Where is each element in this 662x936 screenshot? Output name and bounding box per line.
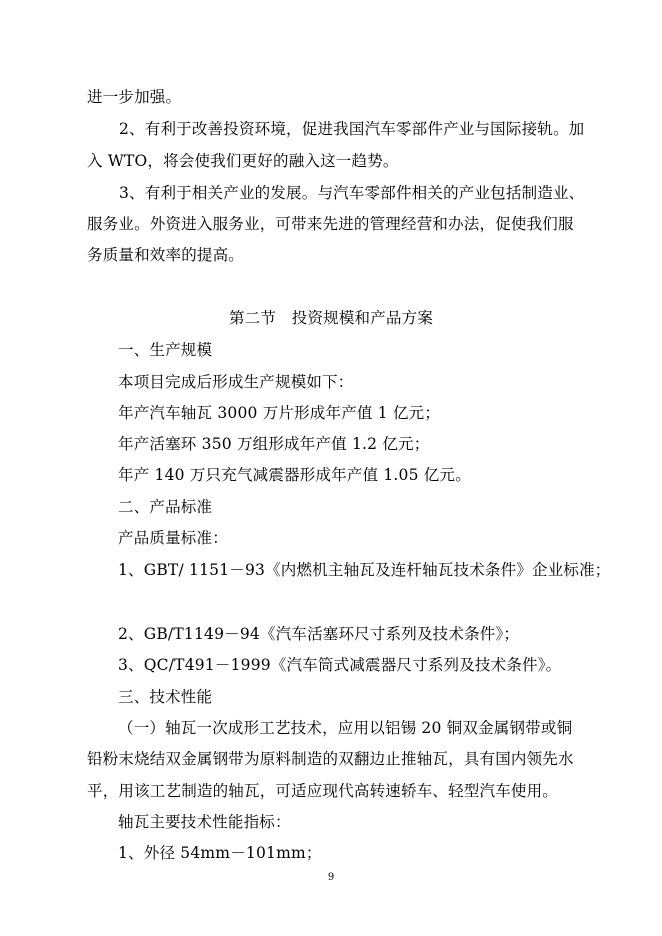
- paragraph-3-line-2: 服务业。外资进入服务业，可带来先进的管理经营和办法，促使我们服: [87, 215, 574, 233]
- standard-item-2: 2、GB/T1149－94《汽车活塞环尺寸系列及技术条件》；: [118, 625, 520, 643]
- technical-paragraph-line-2: 铅粉末烧结双金属钢带为原料制造的双翻边止推轴瓦，具有国内领先水: [87, 750, 574, 768]
- product-standards-intro: 产品质量标准：: [118, 529, 228, 547]
- heading-production-scale: 一、生产规模: [118, 341, 213, 359]
- production-item-shock-absorbers: 年产 140 万只充气减震器形成年产值 1.05 亿元。: [118, 466, 471, 484]
- paragraph-3-line-3: 务质量和效率的提高。: [87, 246, 245, 264]
- indicator-item-1: 1、外径 54mm－101mm；: [118, 844, 322, 862]
- section-title: 第二节 投资规模和产品方案: [228, 309, 434, 327]
- technical-paragraph-line-1: （一）轴瓦一次成形工艺技术，应用以铝锡 20 铜双金属钢带或铜: [118, 719, 573, 737]
- technical-paragraph-line-3: 平，用该工艺制造的轴瓦，可适应现代高转速轿车、轻型汽车使用。: [87, 782, 559, 800]
- standard-item-1: 1、GBT/ 1151－93《内燃机主轴瓦及连杆轴瓦技术条件》企业标准；: [118, 561, 611, 579]
- page-number: 9: [327, 872, 335, 883]
- indicators-intro: 轴瓦主要技术性能指标：: [118, 813, 291, 831]
- standard-item-3: 3、QC/T491－1999《汽车筒式减震器尺寸系列及技术条件》。: [118, 656, 562, 674]
- production-item-piston-rings: 年产活塞环 350 万组形成年产值 1.2 亿元；: [118, 435, 430, 453]
- heading-technical-performance: 三、技术性能: [118, 688, 213, 706]
- production-item-bearings: 年产汽车轴瓦 3000 万片形成年产值 1 亿元；: [118, 404, 441, 422]
- paragraph-3-line-1: 3、有利于相关产业的发展。与汽车零部件相关的产业包括制造业、: [119, 184, 585, 202]
- heading-product-standards: 二、产品标准: [118, 498, 213, 516]
- paragraph-continuation: 进一步加强。: [87, 88, 182, 106]
- production-scale-intro: 本项目完成后形成生产规模如下：: [118, 373, 354, 391]
- paragraph-2-line-2: 入 WTO，将会使我们更好的融入这一趋势。: [87, 152, 399, 170]
- paragraph-2-line-1: 2、有利于改善投资环境，促进我国汽车零部件产业与国际接轨。加: [119, 120, 585, 138]
